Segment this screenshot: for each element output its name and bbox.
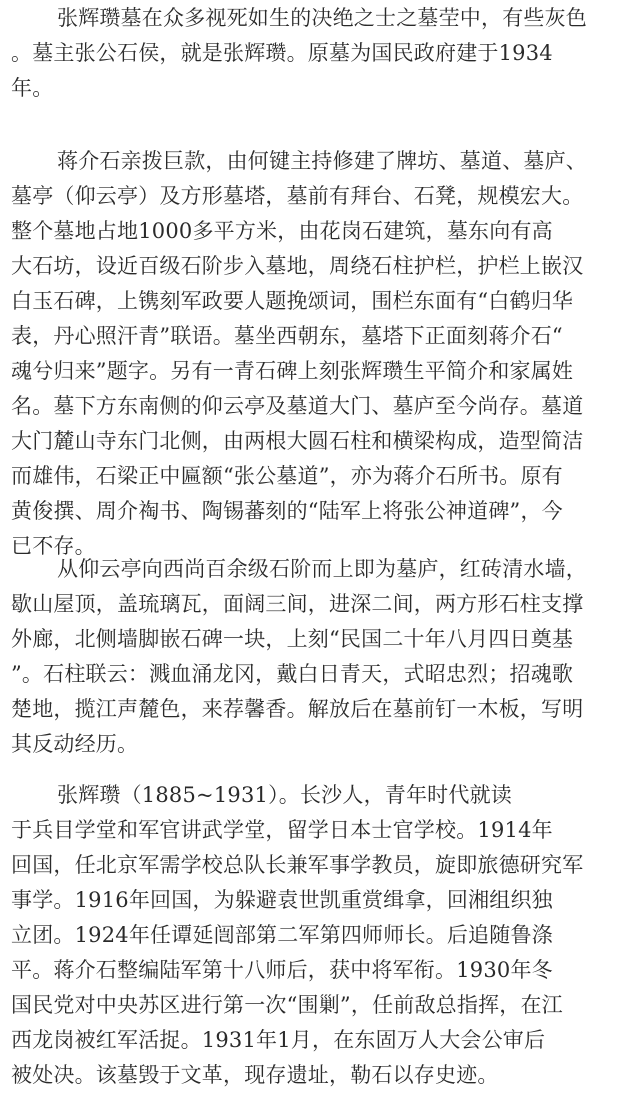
- text-line: 整个墓地占地1000多平方米，由花岗石建筑，墓东向有高: [11, 219, 553, 243]
- text-line: 外廊，北侧墙脚嵌石碑一块，上刻“民国二十年八月四日奠基: [11, 627, 574, 651]
- text-line: 平。蒋介石整编陆军第十八师后，获中将军衔。1930年冬: [11, 958, 553, 982]
- text-line: 被处决。该墓毁于文革，现存遗址，勒石以存史迹。: [11, 1063, 499, 1087]
- text-line: 歇山屋顶，盖琉璃瓦，面阔三间，进深二间，两方形石柱支撑: [11, 592, 584, 616]
- text-line: 事学。1916年回国，为躲避袁世凯重赏缉拿，回湘组织独: [11, 888, 553, 912]
- text-line: 而雄伟，石梁正中匾额“张公墓道”，亦为蒋介石所书。原有: [11, 464, 563, 488]
- text-line: 名。墓下方东南侧的仰云亭及墓道大门、墓庐至今尚存。墓道: [11, 394, 584, 418]
- paragraph-tomb-construction: [0, 144, 640, 564]
- paragraph-tomb-hut: [0, 552, 640, 762]
- text-line: ”。石柱联云：溅血涌龙冈，戴白日青天，式昭忠烈；招魂歌: [11, 662, 574, 686]
- text-line: 大石坊，设近百级石阶步入墓地，周绕石柱护栏，护栏上嵌汉: [11, 254, 584, 278]
- text-line: 大门麓山寺东门北侧，由两根大圆石柱和横梁构成，造型简洁: [11, 429, 584, 453]
- text-line: 西龙岗被红军活捉。1931年1月，在东固万人大会公审后: [11, 1028, 546, 1052]
- text-line: 回国，任北京军需学校总队长兼军事学教员，旋即旅德研究军: [11, 853, 584, 877]
- text-line: 蒋介石亲拨巨款，由何键主持修建了牌坊、墓道、墓庐、: [57, 149, 587, 173]
- text-line: 从仰云亭向西尚百余级石阶而上即为墓庐，红砖清水墙，: [57, 557, 587, 581]
- text-line: 张辉瓒墓在众多视死如生的决绝之士之墓茔中，有些灰色: [57, 6, 587, 30]
- text-line: 黄俊撰、周介祹书、陶锡蕃刻的“陆军上将张公神道碑”，今: [11, 499, 563, 523]
- paragraph-tomb-intro: [0, 1, 640, 106]
- text-line: 墓亭（仰云亭）及方形墓塔，墓前有拜台、石凳，规模宏大。: [11, 184, 584, 208]
- text-line: 已不存。: [11, 534, 96, 558]
- paragraph-biography: [0, 778, 640, 1093]
- text-line: 白玉石碑，上镌刻军政要人题挽颂词，围栏东面有“白鹤归华: [11, 289, 574, 313]
- text-line: 于兵目学堂和军官讲武学堂，留学日本士官学校。1914年: [11, 818, 553, 842]
- text-line: 张辉瓒（1885~1931）。长沙人，青年时代就读: [57, 783, 512, 807]
- text-line: 表，丹心照汗青”联语。墓坐西朝东，墓塔下正面刻蒋介石“: [11, 324, 563, 348]
- text-line: 年。: [11, 76, 54, 100]
- text-line: 魂兮归来”题字。另有一青石碑上刻张辉瓒生平简介和家属姓: [11, 359, 574, 383]
- text-line: 立团。1924年任谭延闿部第二军第四师师长。后追随鲁涤: [11, 923, 553, 947]
- text-line: 其反动经历。: [11, 732, 139, 756]
- text-line: 。墓主张公石侯，就是张辉瓒。原墓为国民政府建于1934: [11, 41, 553, 65]
- text-line: 楚地，揽江声麓色，来荐馨香。解放后在墓前钉一木板，写明: [11, 697, 584, 721]
- text-line: 国民党对中央苏区进行第一次“围剿”，任前敌总指挥，在江: [11, 993, 563, 1017]
